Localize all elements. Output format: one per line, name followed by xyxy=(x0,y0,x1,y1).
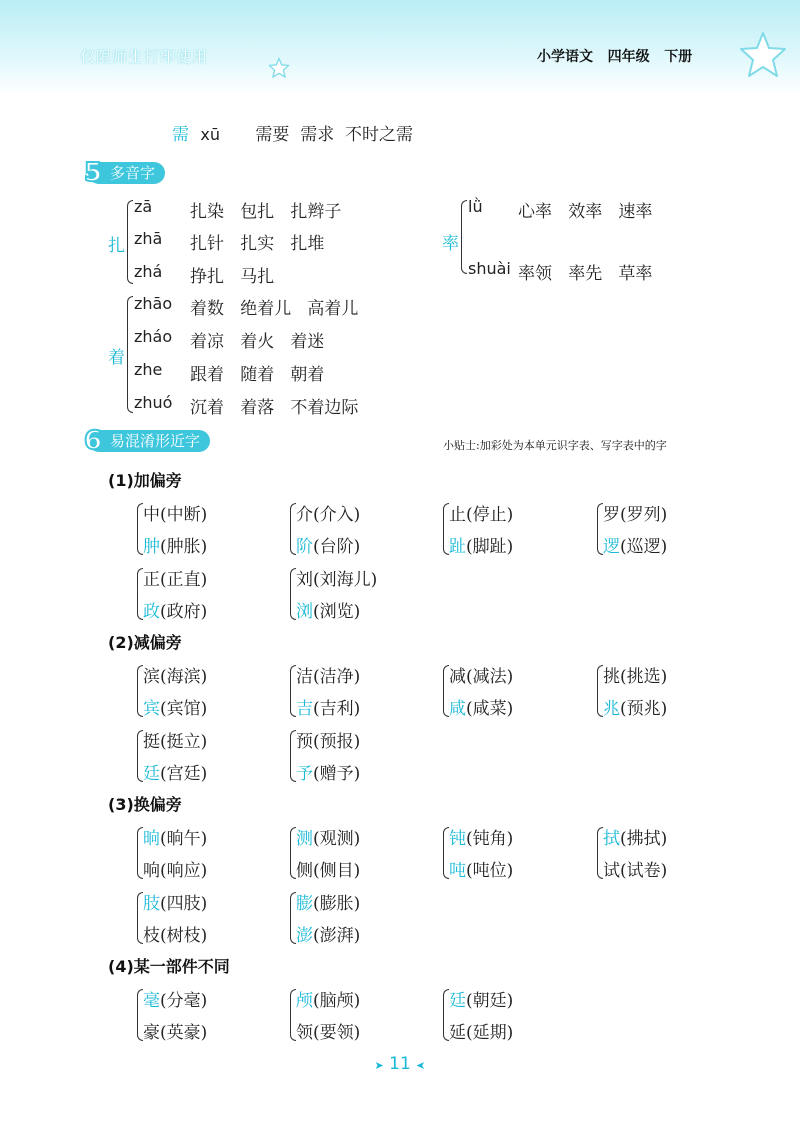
char-pair-item xyxy=(143,565,207,590)
char-pair-item xyxy=(449,500,513,525)
char: 宾 xyxy=(143,699,160,719)
char: 滨 xyxy=(143,667,160,687)
pinyin: zhāo xyxy=(134,294,173,313)
top-words: 需要 需求 不时之需 xyxy=(255,125,414,145)
tip-text: 小贴士:加彩处为本单元识字表、写字表中的字 xyxy=(443,439,667,452)
example-word: (罗列) xyxy=(620,505,668,525)
page-arrow-left-icon: ➤ xyxy=(374,1059,384,1072)
star-icon-small xyxy=(268,57,290,79)
char-pair-item xyxy=(143,856,207,881)
example-word: (正直) xyxy=(160,570,208,590)
char: 颅 xyxy=(296,991,313,1011)
char-pair-item xyxy=(143,500,207,525)
header-book-title: 小学语文 四年级 下册 xyxy=(537,49,693,65)
example-word: (刘海儿) xyxy=(313,570,378,590)
char-pair-item xyxy=(296,889,360,914)
example-word: (预报) xyxy=(313,732,361,752)
words: 扎针 扎实 扎堆 xyxy=(190,234,325,254)
char: 毫 xyxy=(143,991,160,1011)
char: 介 xyxy=(296,505,313,525)
char-pair-item xyxy=(296,1018,360,1043)
char-pair-item xyxy=(449,532,513,557)
char: 预 xyxy=(296,732,313,752)
example-word: (减法) xyxy=(466,667,514,687)
char: 趾 xyxy=(449,537,466,557)
group-label: (1)加偏旁 xyxy=(108,471,182,490)
char: 罗 xyxy=(603,505,620,525)
char-pair-item xyxy=(296,986,360,1011)
example-word: (洁净) xyxy=(313,667,361,687)
example-word: (晌午) xyxy=(160,829,208,849)
char-pair-item xyxy=(143,727,207,752)
char: 晌 xyxy=(143,829,160,849)
pinyin: zhā xyxy=(134,229,163,248)
char-pair-item xyxy=(296,759,360,784)
char-pair-item xyxy=(296,662,360,687)
char-pair-item xyxy=(143,694,207,719)
char-pair-item xyxy=(603,662,667,687)
char-pair-item xyxy=(603,824,667,849)
words: 着数 绝着儿 高着儿 xyxy=(190,299,359,319)
example-word: (赠予) xyxy=(313,764,361,784)
words: 心率 效率 速率 xyxy=(518,202,653,222)
char: 肿 xyxy=(143,537,160,557)
pinyin: zháo xyxy=(134,327,173,346)
char-pair-item xyxy=(449,824,513,849)
brace xyxy=(127,296,133,413)
char-pair-item xyxy=(143,662,207,687)
example-word: (脑颅) xyxy=(313,991,361,1011)
example-word: (挺立) xyxy=(160,732,208,752)
char: 侧 xyxy=(296,861,313,881)
example-word: (分毫) xyxy=(160,991,208,1011)
top-line xyxy=(172,120,413,145)
example-word: (朝廷) xyxy=(466,991,514,1011)
char-pair-item xyxy=(449,986,513,1011)
page-number-text: 11 xyxy=(389,1054,411,1074)
page-number xyxy=(370,1054,430,1074)
words: 着凉 着火 着迷 xyxy=(190,332,325,352)
char-pair-item xyxy=(296,856,360,881)
example-word: (响应) xyxy=(160,861,208,881)
example-word: (海滨) xyxy=(160,667,208,687)
char-pair-item xyxy=(143,986,207,1011)
char: 测 xyxy=(296,829,313,849)
char: 挺 xyxy=(143,732,160,752)
section6-number: 6 xyxy=(84,426,103,456)
polyphone-char-zhe: 着 xyxy=(108,348,125,368)
pinyin: shuài xyxy=(468,259,511,278)
group-label: (2)减偏旁 xyxy=(108,633,182,652)
char: 领 xyxy=(296,1023,313,1043)
char: 拭 xyxy=(603,829,620,849)
example-word: (试卷) xyxy=(620,861,668,881)
example-word: (膨胀) xyxy=(313,894,361,914)
char-pair-item xyxy=(296,500,360,525)
char: 阶 xyxy=(296,537,313,557)
char: 正 xyxy=(143,570,160,590)
char-pair-item xyxy=(296,824,360,849)
char-pair-item xyxy=(143,1018,207,1043)
star-icon xyxy=(738,30,788,80)
example-word: (延期) xyxy=(466,1023,514,1043)
char-pair-item xyxy=(603,532,667,557)
section6-title: 易混淆形近字 xyxy=(88,430,210,452)
example-word: (侧目) xyxy=(313,861,361,881)
example-word: (澎湃) xyxy=(313,926,361,946)
char: 逻 xyxy=(603,537,620,557)
example-word: (挑选) xyxy=(620,667,668,687)
pinyin: lǜ xyxy=(468,197,483,216)
char: 刘 xyxy=(296,570,313,590)
char: 吨 xyxy=(449,861,466,881)
char: 澎 xyxy=(296,926,313,946)
char: 浏 xyxy=(296,602,313,622)
char: 膨 xyxy=(296,894,313,914)
words: 率领 率先 草率 xyxy=(518,264,653,284)
example-word: (英豪) xyxy=(160,1023,208,1043)
char-pair-item xyxy=(143,921,207,946)
char-pair-item xyxy=(143,889,207,914)
char: 廷 xyxy=(143,764,160,784)
char: 试 xyxy=(603,861,620,881)
group-label: (4)某一部件不同 xyxy=(108,957,230,976)
example-word: (要领) xyxy=(313,1023,361,1043)
words: 沉着 着落 不着边际 xyxy=(190,398,359,418)
example-word: (政府) xyxy=(160,602,208,622)
example-word: (巡逻) xyxy=(620,537,668,557)
char: 止 xyxy=(449,505,466,525)
brace xyxy=(127,200,133,284)
group-label: (3)换偏旁 xyxy=(108,795,182,814)
example-word: (树枝) xyxy=(160,926,208,946)
pinyin: zhuó xyxy=(134,393,173,412)
section5-title: 多音字 xyxy=(88,162,165,184)
example-word: (吨位) xyxy=(466,861,514,881)
words: 挣扎 马扎 xyxy=(190,267,275,287)
top-char: 需 xyxy=(172,125,189,145)
char: 肢 xyxy=(143,894,160,914)
example-word: (介入) xyxy=(313,505,361,525)
char: 兆 xyxy=(603,699,620,719)
char-pair-item xyxy=(603,694,667,719)
example-word: (咸菜) xyxy=(466,699,514,719)
char-pair-item xyxy=(449,694,513,719)
char: 吉 xyxy=(296,699,313,719)
char-pair-item xyxy=(296,694,360,719)
char: 咸 xyxy=(449,699,466,719)
pinyin: zhá xyxy=(134,262,163,281)
char: 钝 xyxy=(449,829,466,849)
example-word: (浏览) xyxy=(313,602,361,622)
example-word: (宫廷) xyxy=(160,764,208,784)
char-pair-item xyxy=(296,565,377,590)
char: 予 xyxy=(296,764,313,784)
char: 延 xyxy=(449,1023,466,1043)
char-pair-item xyxy=(143,597,207,622)
example-word: (吉利) xyxy=(313,699,361,719)
char-pair-item xyxy=(603,856,667,881)
char-pair-item xyxy=(143,759,207,784)
char: 减 xyxy=(449,667,466,687)
example-word: (预兆) xyxy=(620,699,668,719)
top-pinyin: xū xyxy=(200,125,221,144)
char-pair-item xyxy=(296,727,360,752)
example-word: (脚趾) xyxy=(466,537,514,557)
words: 扎染 包扎 扎辫子 xyxy=(190,202,342,222)
char-pair-item xyxy=(296,597,360,622)
example-word: (观测) xyxy=(313,829,361,849)
example-word: (台阶) xyxy=(313,537,361,557)
brace xyxy=(461,200,467,274)
example-word: (四肢) xyxy=(160,894,208,914)
example-word: (拂拭) xyxy=(620,829,668,849)
polyphone-char-zha: 扎 xyxy=(108,236,125,256)
example-word: (停止) xyxy=(466,505,514,525)
example-word: (中断) xyxy=(160,505,208,525)
char-pair-item xyxy=(296,532,360,557)
char: 廷 xyxy=(449,991,466,1011)
char: 响 xyxy=(143,861,160,881)
char: 中 xyxy=(143,505,160,525)
page-arrow-right-icon: ➤ xyxy=(416,1059,426,1072)
char-pair-item xyxy=(143,824,207,849)
char: 洁 xyxy=(296,667,313,687)
char: 豪 xyxy=(143,1023,160,1043)
char: 枝 xyxy=(143,926,160,946)
example-word: (宾馆) xyxy=(160,699,208,719)
char-pair-item xyxy=(449,662,513,687)
char-pair-item xyxy=(603,500,667,525)
example-word: (钝角) xyxy=(466,829,514,849)
char-pair-item xyxy=(296,921,360,946)
pinyin: zhe xyxy=(134,360,163,379)
char-pair-item xyxy=(143,532,207,557)
polyphone-char-lv: 率 xyxy=(442,234,459,254)
header-watermark-text: 仅限师生打印使用 xyxy=(80,48,209,66)
pinyin: zā xyxy=(134,197,153,216)
char: 挑 xyxy=(603,667,620,687)
char: 政 xyxy=(143,602,160,622)
example-word: (肿胀) xyxy=(160,537,208,557)
char-pair-item xyxy=(449,856,513,881)
char-pair-item xyxy=(449,1018,513,1043)
words: 跟着 随着 朝着 xyxy=(190,365,325,385)
section5-number: 5 xyxy=(84,158,103,188)
